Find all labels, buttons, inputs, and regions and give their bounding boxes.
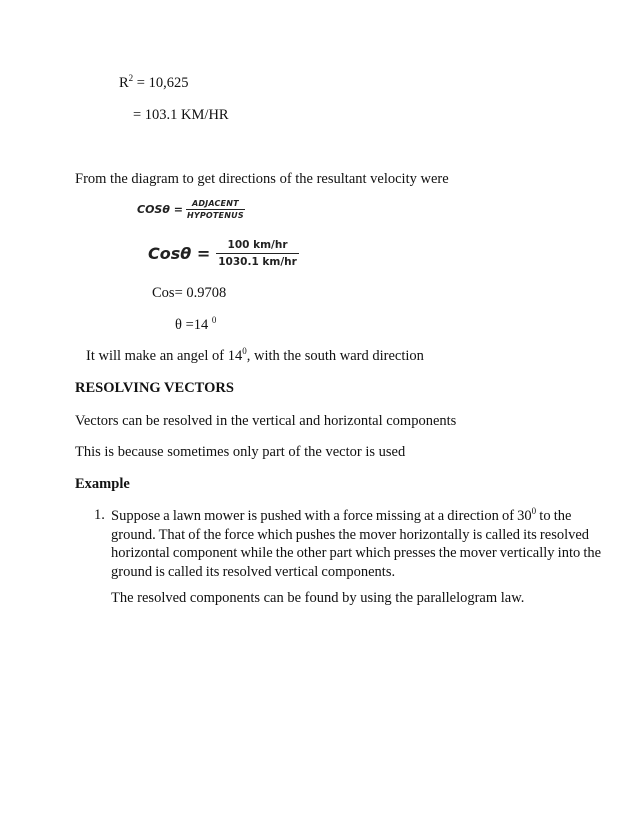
paragraph-reason: This is because sometimes only part of the vector is used xyxy=(75,444,406,460)
r-squared-line xyxy=(119,75,188,92)
formula1-fraction xyxy=(186,199,245,220)
theta-superscript: 0 xyxy=(211,315,217,326)
list-item xyxy=(94,507,606,581)
list-text xyxy=(111,507,606,581)
list-superscript: 0 xyxy=(531,506,537,517)
theta-value: θ =14 xyxy=(175,317,209,333)
theta-result-line xyxy=(175,317,216,334)
angle-text-pre: It will make an angel of 14 xyxy=(86,348,243,364)
formula1-lhs: COSθ = xyxy=(137,203,183,216)
intro-line: From the diagram to get directions of the resultant velocity were xyxy=(75,171,449,187)
formula1-denominator: HYPOTENUS xyxy=(186,211,244,220)
list-followup: The resolved components can be found by using the parallelogram law. xyxy=(111,590,525,606)
cos-result-line: Cos= 0.9708 xyxy=(152,285,227,301)
speed-line: = 103.1 KM/HR xyxy=(133,107,229,123)
paragraph-vectors: Vectors can be resolved in the vertical and horizontal components xyxy=(75,413,457,429)
formula2-lhs: Cosθ = xyxy=(148,244,211,263)
formula1-numerator: ADJACENT xyxy=(191,199,239,208)
formula2-denominator: 1030.1 km/hr xyxy=(218,256,297,268)
angle-statement xyxy=(86,348,424,365)
section-heading: RESOLVING VECTORS xyxy=(75,380,234,396)
r-symbol: R xyxy=(119,75,129,91)
formula1-fraction-bar xyxy=(186,209,245,210)
angle-text-post: , with the south ward direction xyxy=(246,348,424,364)
list-text-pre: Suppose a lawn mower is pushed with a force missing at a direction of 30 xyxy=(111,508,532,524)
formula2-numerator: 100 km/hr xyxy=(227,239,288,251)
angle-superscript: 0 xyxy=(242,346,247,357)
r-squared-value: = 10,625 xyxy=(133,75,189,91)
cos-value-formula xyxy=(148,239,299,268)
example-heading: Example xyxy=(75,476,130,492)
r-superscript: 2 xyxy=(128,73,134,84)
list-number: 1. xyxy=(94,507,105,523)
cos-definition-formula xyxy=(137,199,245,220)
formula2-fraction-bar xyxy=(216,253,299,254)
list-text-post: to the ground. That of the force which pushes the mover horizontally is called its resolved horizontal component while the other part which presses the mover vertically into the ground is called its resolved vertical components. xyxy=(111,508,602,580)
formula2-fraction xyxy=(216,239,299,268)
